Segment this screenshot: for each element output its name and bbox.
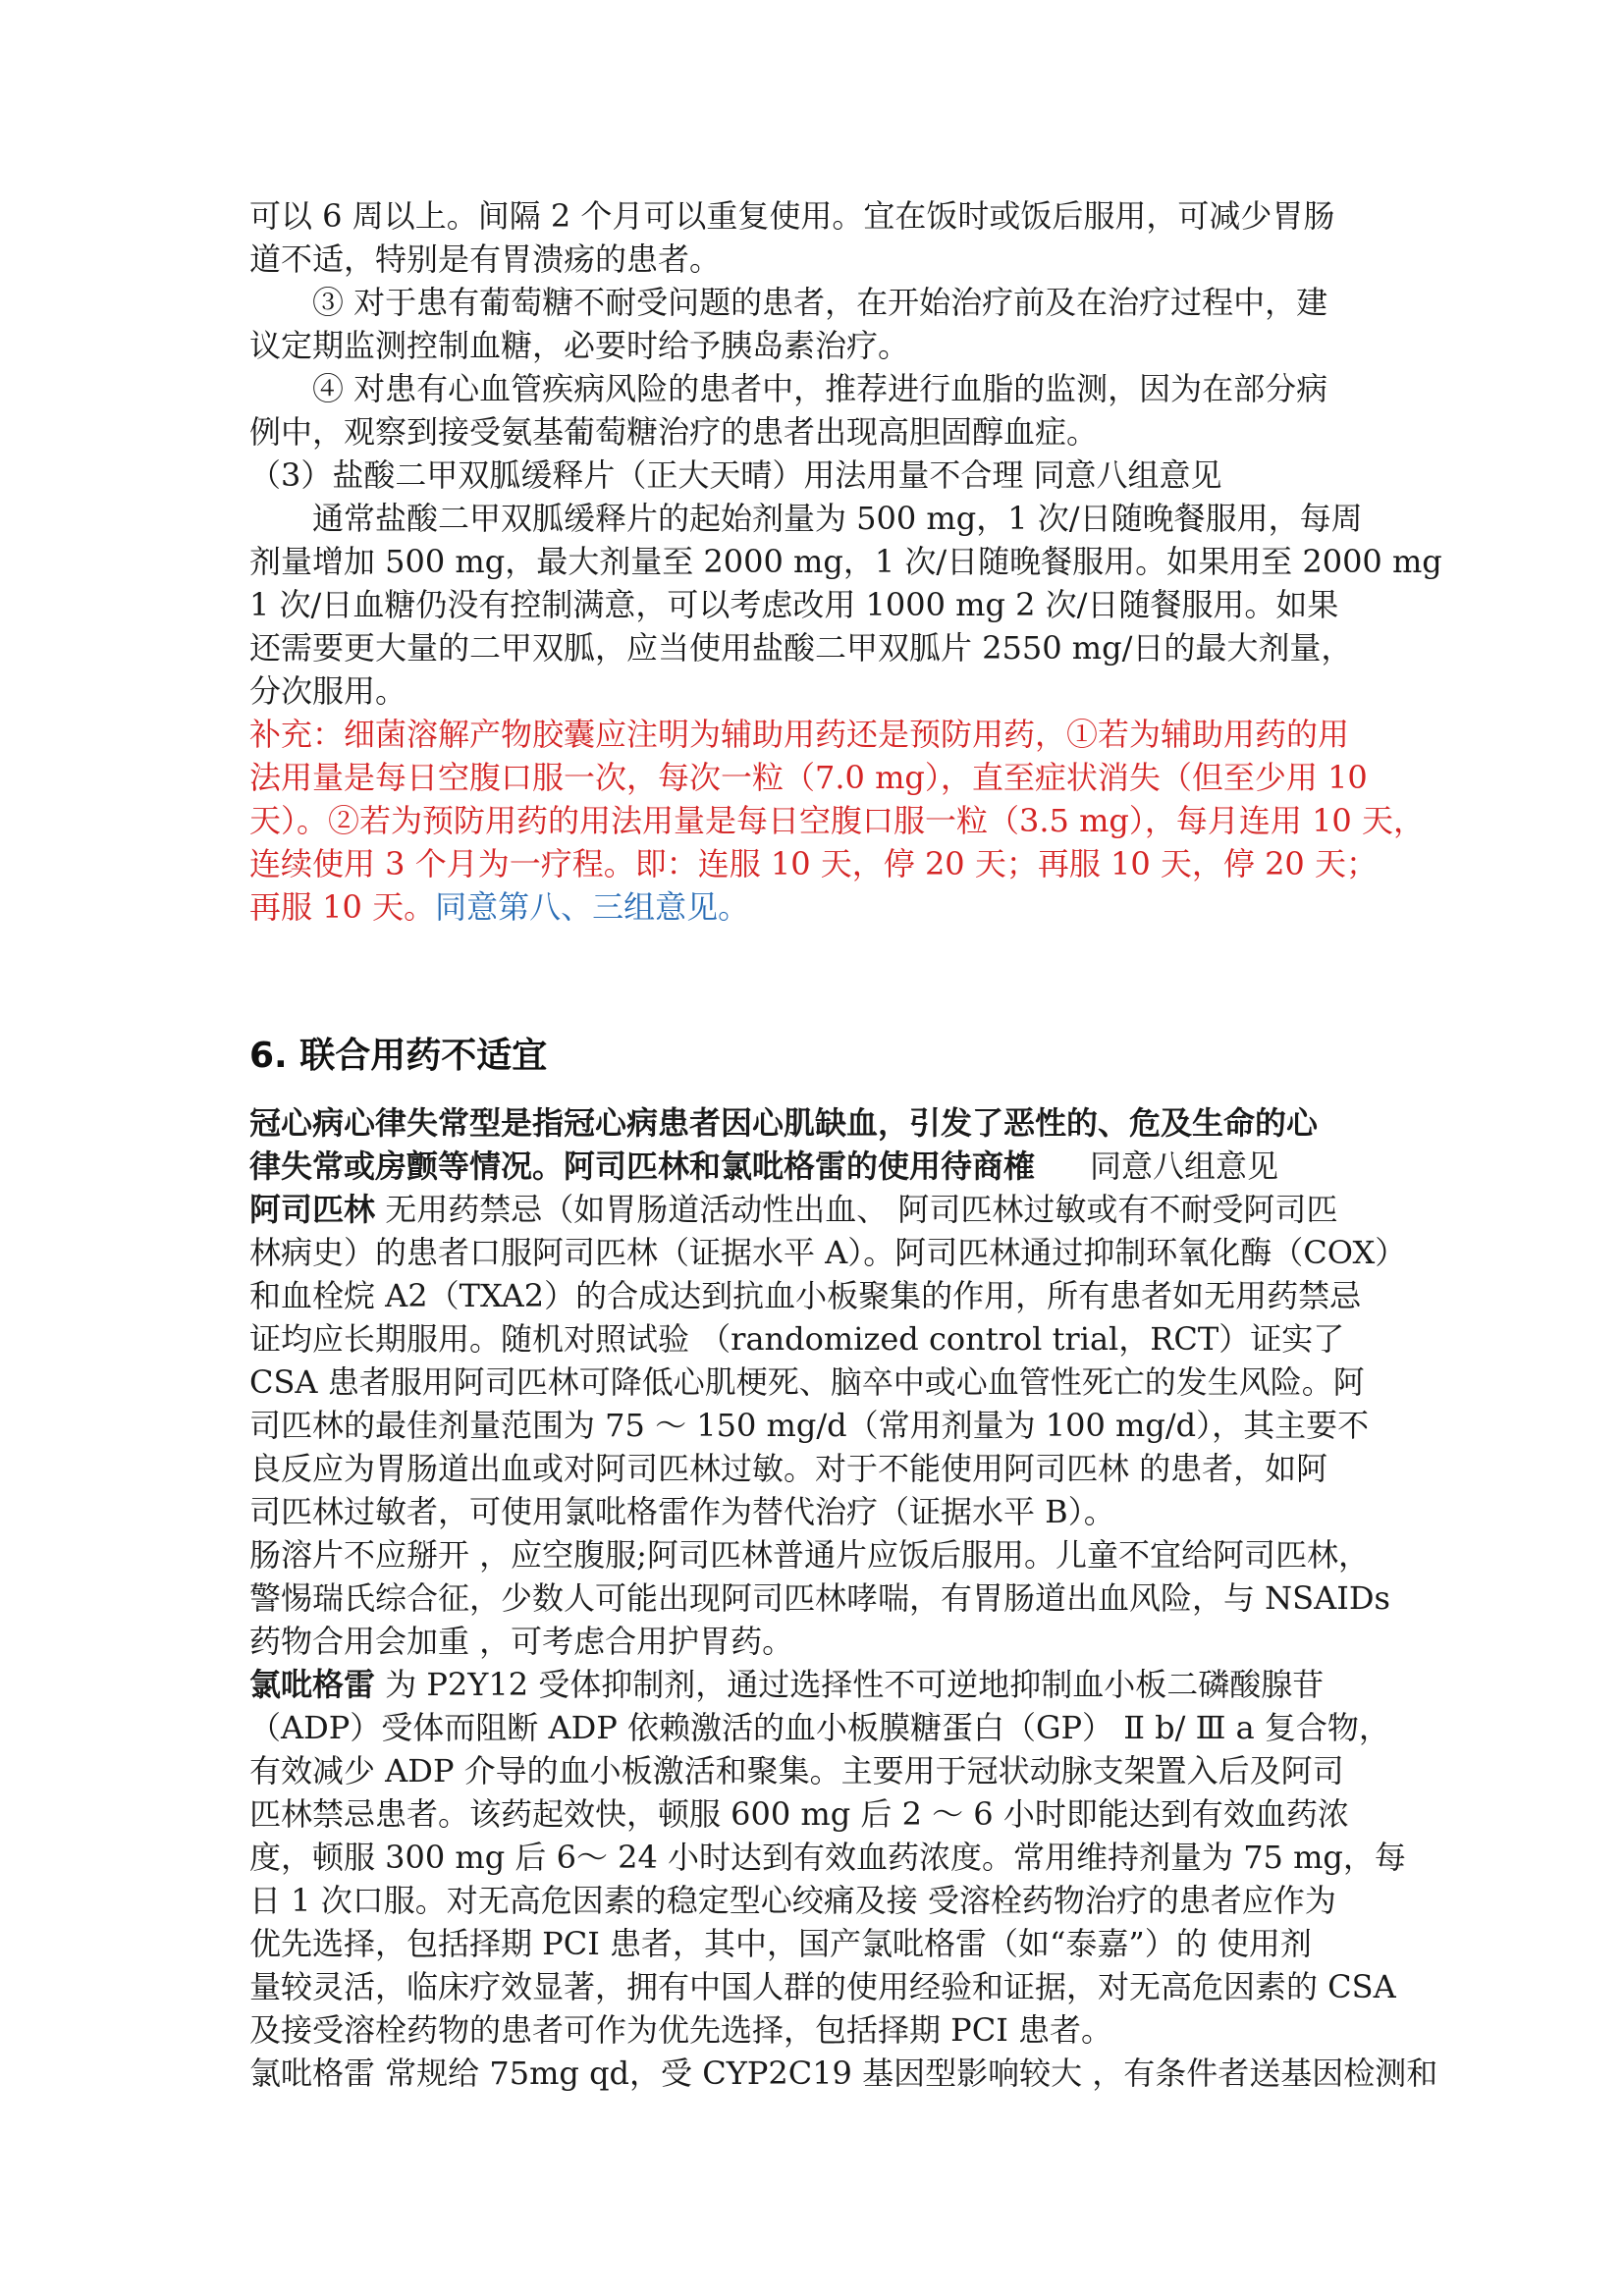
paragraph-line: 例中，观察到接受氨基葡萄糖治疗的患者出现高胆固醇血症。 <box>249 413 1099 451</box>
paragraph-line: 日 1 次口服。对无高危因素的稳定型心绞痛及接 受溶栓药物治疗的患者应作为 <box>249 1882 1336 1919</box>
paragraph-line <box>249 1663 1388 1706</box>
paragraph-line: 及接受溶栓药物的患者可作为优先选择，包括择期 PCI 患者。 <box>249 2011 1113 2049</box>
paragraph-line: 优先选择，包括择期 PCI 患者，其中，国产氯吡格雷（如“泰嘉”）的 使用剂 <box>249 1925 1312 1962</box>
paragraph-line: 药物合用会加重 ，可考虑合用护胃药。 <box>249 1623 794 1660</box>
paragraph-line: 分次服用。 <box>249 672 407 710</box>
paragraph-line: 警惕瑞氏综合征，少数人可能出现阿司匹林哮喘，有胃肠道出血风险，与 NSAIDs <box>249 1579 1390 1617</box>
agreement-note: 同意八组意见 <box>1090 1148 1279 1185</box>
paragraph-line: 肠溶片不应掰开 ，应空腹服;阿司匹林普通片应饭后服用。儿童不宜给阿司匹林， <box>249 1536 1370 1574</box>
paragraph-line: ④ 对患有心血管疾病风险的患者中，推荐进行血脂的监测，因为在部分病 <box>312 370 1328 407</box>
paragraph-line: 1 次/日血糖仍没有控制满意，可以考虑改用 1000 mg 2 次/日随餐服用。如果 <box>249 586 1339 623</box>
section-3-heading: （3）盐酸二甲双胍缓释片（正大天晴）用法用量不合理 同意八组意见 <box>249 456 1222 494</box>
bold-paragraph-line <box>249 1145 1388 1188</box>
section-6-title: 6. 联合用药不适宜 <box>249 1036 548 1076</box>
bold-text: 律失常或房颤等情况。阿司匹林和氯吡格雷的使用待商榷 <box>249 1148 1036 1185</box>
paragraph-line: 良反应为胃肠道出血或对阿司匹林过敏。对于不能使用阿司匹林 的患者，如阿 <box>249 1450 1328 1487</box>
paragraph-line: 量较灵活，临床疗效显著，拥有中国人群的使用经验和证据，对无高危因素的 CSA <box>249 1968 1396 2005</box>
supplement-line <box>249 885 1388 929</box>
paragraph-line: 通常盐酸二甲双胍缓释片的起始剂量为 500 mg，1 次/日随晚餐服用，每周 <box>312 500 1363 537</box>
paragraph-line: 道不适，特别是有胃溃疡的患者。 <box>249 240 722 278</box>
paragraph-line: 有效减少 ADP 介导的血小板激活和聚集。主要用于冠状动脉支架置入后及阿司 <box>249 1752 1344 1789</box>
paragraph-line: 还需要更大量的二甲双胍，应当使用盐酸二甲双胍片 2550 mg/日的最大剂量， <box>249 629 1353 667</box>
paragraph-line: 可以 6 周以上。间隔 2 个月可以重复使用。宜在饭时或饭后服用，可减少胃肠 <box>249 197 1335 235</box>
bold-paragraph-line: 冠心病心律失常型是指冠心病患者因心肌缺血，引发了恶性的、危及生命的心 <box>249 1104 1319 1142</box>
paragraph-line: 匹林禁忌患者。该药起效快，顿服 600 mg 后 2 ～ 6 小时即能达到有效血药浓 <box>249 1795 1349 1833</box>
supplement-line: 天）。②若为预防用药的用法用量是每日空腹口服一粒（3.5 mg），每月连用 10 天， <box>249 802 1425 839</box>
term-clopidogrel: 氯吡格雷 <box>249 1666 376 1703</box>
paragraph-line: 氯吡格雷 常规给 75mg qd，受 CYP2C19 基因型影响较大 ，有条件者送基因检测和 <box>249 2055 1438 2092</box>
term-aspirin: 阿司匹林 <box>249 1191 376 1228</box>
paragraph-line: 司匹林过敏者，可使用氯吡格雷作为替代治疗（证据水平 B）。 <box>249 1493 1115 1530</box>
paragraph-line: 证均应长期服用。随机对照试验 （randomized control trial，RCT）证实了 <box>249 1320 1345 1358</box>
supplement-line: 补充：细菌溶解产物胶囊应注明为辅助用药还是预防用药，①若为辅助用药的用 <box>249 716 1350 753</box>
paragraph-line: 林病史）的患者口服阿司匹林（证据水平 A）。阿司匹林通过抑制环氧化酶（COX） <box>249 1234 1407 1271</box>
supplement-line: 连续使用 3 个月为一疗程。即：连服 10 天，停 20 天；再服 10 天，停 20 天； <box>249 845 1378 882</box>
paragraph-line: 剂量增加 500 mg，最大剂量至 2000 mg，1 次/日随晚餐服用。如果用至 2000 mg <box>249 543 1442 580</box>
supplement-text: 再服 10 天。 <box>249 888 436 926</box>
paragraph-line <box>249 1188 1388 1231</box>
paragraph-line: 司匹林的最佳剂量范围为 75 ～ 150 mg/d（常用剂量为 100 mg/d），其主要不 <box>249 1407 1370 1444</box>
paragraph-line: （ADP）受体而阻断 ADP 依赖激活的血小板膜糖蛋白（GP） Ⅱ b/ Ⅲ a 复合物， <box>249 1709 1390 1746</box>
paragraph-line: CSA 患者服用阿司匹林可降低心肌梗死、脑卒中或心血管性死亡的发生风险。阿 <box>249 1363 1365 1401</box>
paragraph-text: 无用药禁忌（如胃肠道活动性出血、 阿司匹林过敏或有不耐受阿司匹 <box>375 1191 1338 1228</box>
paragraph-line: 和血栓烷 A2（TXA2）的合成达到抗血小板聚集的作用，所有患者如无用药禁忌 <box>249 1277 1362 1314</box>
supplement-line: 法用量是每日空腹口服一次，每次一粒（7.0 mg），直至症状消失（但至少用 10 <box>249 759 1368 796</box>
paragraph-line: 议定期监测控制血糖，必要时给予胰岛素治疗。 <box>249 327 910 364</box>
paragraph-line: ③ 对于患有葡萄糖不耐受问题的患者，在开始治疗前及在治疗过程中，建 <box>312 284 1328 321</box>
paragraph-line: 度，顿服 300 mg 后 6～ 24 小时达到有效血药浓度。常用维持剂量为 75 mg，每 <box>249 1839 1406 1876</box>
paragraph-text: 为 P2Y12 受体抑制剂，通过选择性不可逆地抑制血小板二磷酸腺苷 <box>375 1666 1325 1703</box>
agreement-note: 同意第八、三组意见。 <box>435 888 750 926</box>
